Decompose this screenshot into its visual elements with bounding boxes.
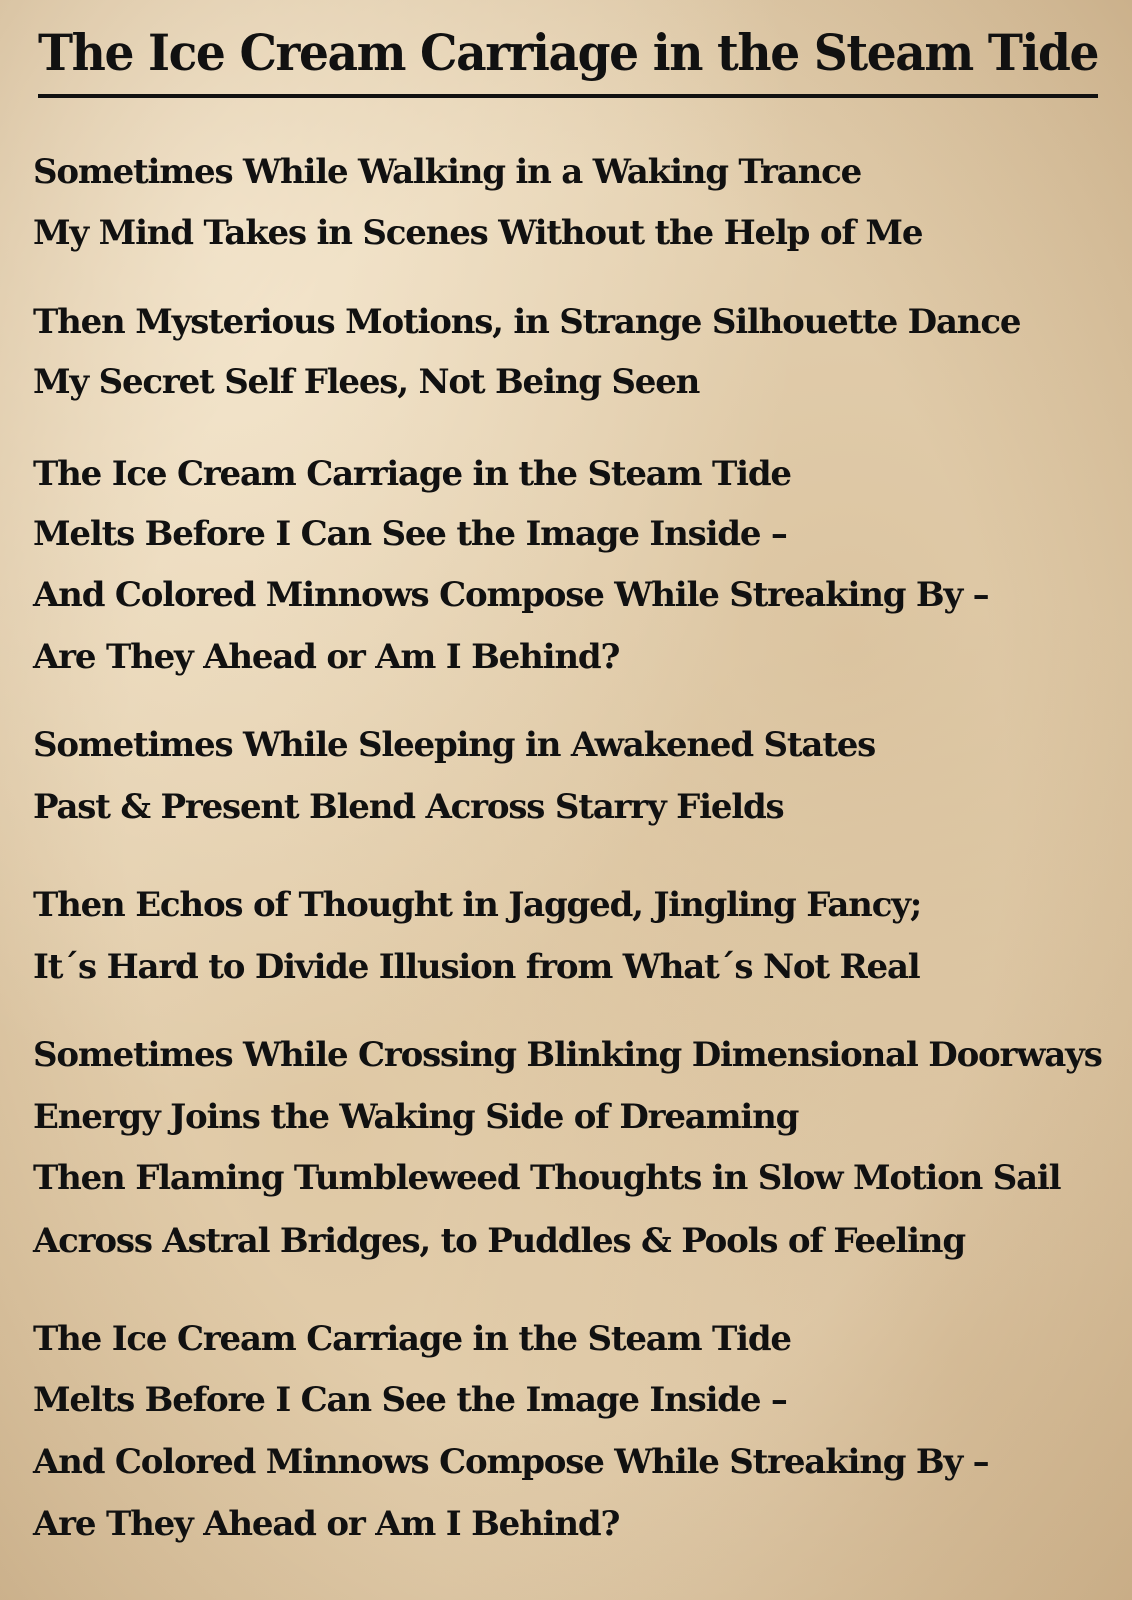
poem-line: My Secret Self Flees, Not Being Seen: [33, 362, 700, 402]
poem-line: And Colored Minnows Compose While Streaking By –: [33, 575, 989, 615]
poem-line: Sometimes While Sleeping in Awakened States: [33, 725, 876, 765]
poem-line: Past & Present Blend Across Starry Fields: [33, 787, 784, 827]
poem-line: Then Echos of Thought in Jagged, Jingling Fancy;: [33, 885, 922, 925]
poem-line: My Mind Takes in Scenes Without the Help of Me: [33, 213, 923, 253]
poem-line: Sometimes While Walking in a Waking Trance: [33, 152, 862, 192]
poem-line: Are They Ahead or Am I Behind?: [33, 1504, 620, 1544]
poem-line: Melts Before I Can See the Image Inside –: [33, 1380, 787, 1420]
poem-line: The Ice Cream Carriage in the Steam Tide: [33, 454, 791, 494]
poem-line: Then Mysterious Motions, in Strange Silhouette Dance: [33, 302, 1021, 342]
poem-line: The Ice Cream Carriage in the Steam Tide: [33, 1319, 791, 1359]
poem-line: And Colored Minnows Compose While Streaking By –: [33, 1442, 989, 1482]
poem-line: Are They Ahead or Am I Behind?: [33, 637, 620, 677]
title-underline: [38, 94, 1098, 98]
poem-line: It´s Hard to Divide Illusion from What´s Not Real: [33, 947, 920, 987]
page-title: The Ice Cream Carriage in the Steam Tide: [38, 23, 1099, 82]
poem-line: Energy Joins the Waking Side of Dreaming: [33, 1097, 799, 1137]
poem-line: Across Astral Bridges, to Puddles & Pools of Feeling: [33, 1221, 965, 1261]
poem-line: Sometimes While Crossing Blinking Dimensional Doorways: [33, 1035, 1102, 1075]
poem-line: Melts Before I Can See the Image Inside –: [33, 514, 787, 554]
poem-line: Then Flaming Tumbleweed Thoughts in Slow Motion Sail: [33, 1158, 1061, 1198]
